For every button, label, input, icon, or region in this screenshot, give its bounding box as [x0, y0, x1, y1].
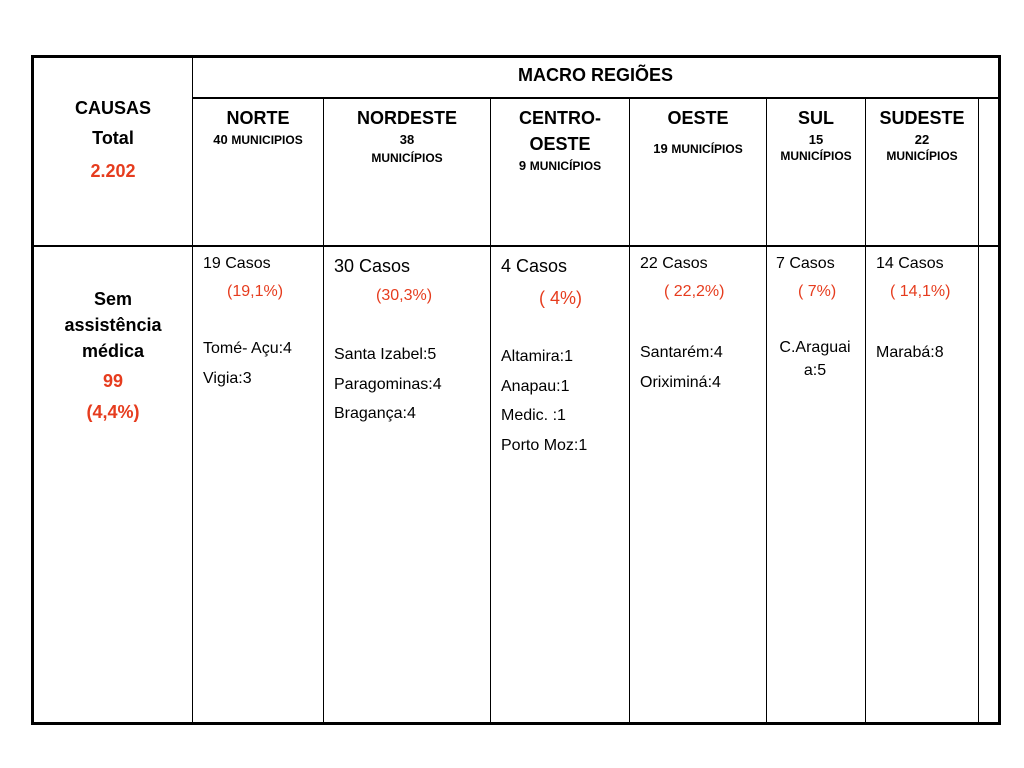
cases-count: 19 Casos	[203, 255, 271, 272]
list-item: Bragança:4	[334, 405, 416, 422]
column-divider	[978, 97, 979, 723]
data-cell-sudeste	[876, 254, 977, 368]
region-header-sul	[767, 105, 865, 164]
data-cell-sul	[776, 254, 864, 382]
region-count: 38	[399, 132, 415, 147]
column-divider	[192, 55, 193, 723]
data-cell-centro-oeste	[501, 256, 628, 460]
total-value: 2.202	[90, 161, 136, 181]
region-municipalities	[193, 131, 323, 149]
municipality-list	[766, 336, 864, 382]
list-item: Paragominas:4	[334, 375, 442, 393]
region-header-nordeste	[324, 105, 490, 167]
municipality-list	[876, 338, 977, 368]
region-header-norte	[193, 105, 323, 149]
cases-percent: ( 7%)	[798, 283, 837, 300]
list-item: a:5	[803, 362, 827, 379]
cases-count: 30 Casos	[334, 256, 411, 276]
list-item: Santa Izabel:5	[334, 346, 437, 363]
cases-percent: ( 14,1%)	[890, 283, 951, 300]
macro-regions-title-cell	[193, 62, 998, 88]
data-cell-nordeste	[334, 256, 489, 429]
region-count: 22	[914, 132, 930, 147]
macro-regions-title: MACRO REGIÕES	[517, 65, 673, 85]
region-unit: MUNICÍPIOS	[671, 142, 743, 156]
region-header-sudeste	[866, 105, 978, 164]
region-count: 40	[213, 132, 228, 147]
data-cell-norte	[203, 254, 321, 393]
cases-count: 4 Casos	[501, 256, 568, 276]
region-name: SUL	[798, 108, 834, 128]
table-bottom-border	[31, 722, 1001, 725]
column-divider	[865, 97, 866, 723]
region-name: OESTE	[667, 108, 729, 128]
total-label: Total	[92, 128, 134, 148]
region-name: NORTE	[226, 108, 290, 128]
macro-title-divider	[193, 97, 1000, 99]
cases-count: 22 Casos	[640, 255, 708, 272]
region-header-centro-oeste	[491, 105, 629, 175]
column-divider	[490, 97, 491, 723]
region-name: NORDESTE	[356, 108, 457, 128]
cause-label-line1: Sem	[93, 289, 133, 309]
cases-percent: ( 4%)	[539, 288, 583, 308]
list-item: Marabá:8	[876, 344, 944, 361]
list-item: Oriximiná:4	[640, 373, 721, 391]
list-item: Altamira:1	[501, 348, 574, 365]
list-item: Vigia:3	[203, 369, 252, 387]
region-unit: MUNICÍPIOS	[780, 149, 852, 163]
cause-value: 99	[102, 371, 124, 391]
region-municipalities	[491, 157, 629, 175]
region-count: 9	[518, 158, 527, 173]
table-top-border	[31, 55, 1001, 58]
cases-count: 14 Casos	[876, 255, 944, 272]
region-unit: MUNICIPIOS	[231, 133, 303, 147]
cause-label-line3: médica	[81, 341, 145, 361]
column-divider	[323, 97, 324, 723]
region-count: 19	[653, 141, 668, 156]
column-divider	[766, 97, 767, 723]
region-header-oeste	[630, 105, 766, 158]
list-item: Tomé- Açu:4	[203, 340, 292, 357]
municipality-list	[203, 334, 321, 393]
cases-percent: (30,3%)	[376, 287, 433, 304]
region-count: 15	[808, 132, 824, 147]
region-unit: MUNICÍPIOS	[529, 159, 602, 173]
cause-percent: (4,4%)	[86, 402, 140, 422]
region-name-line1: CENTRO-	[519, 108, 601, 128]
cases-count: 7 Casos	[776, 255, 835, 272]
region-unit: MUNICÍPIOS	[886, 149, 958, 163]
list-item: Medic. :1	[501, 407, 566, 424]
region-municipalities	[630, 140, 766, 158]
list-item: Santarém:4	[640, 344, 723, 361]
cases-percent: ( 22,2%)	[664, 283, 725, 300]
municipality-list	[334, 340, 489, 429]
causas-header-cell	[34, 95, 192, 187]
municipality-list	[501, 342, 628, 460]
list-item: Porto Moz:1	[501, 436, 588, 454]
header-row-divider	[31, 245, 1000, 247]
cause-label-line2: assistência	[64, 315, 162, 335]
municipality-list	[640, 338, 765, 397]
region-name-line2: OESTE	[529, 134, 591, 154]
column-divider	[629, 97, 630, 723]
list-item: Anapau:1	[501, 377, 570, 395]
region-name: SUDESTE	[879, 108, 965, 128]
data-cell-oeste	[640, 254, 765, 397]
causas-label: CAUSAS	[74, 98, 151, 118]
cases-percent: (19,1%)	[227, 283, 284, 300]
table-right-border	[998, 55, 1001, 725]
list-item: C.Araguai	[779, 339, 851, 356]
cause-label-cell	[34, 286, 192, 426]
region-unit: MUNICÍPIOS	[371, 151, 443, 165]
